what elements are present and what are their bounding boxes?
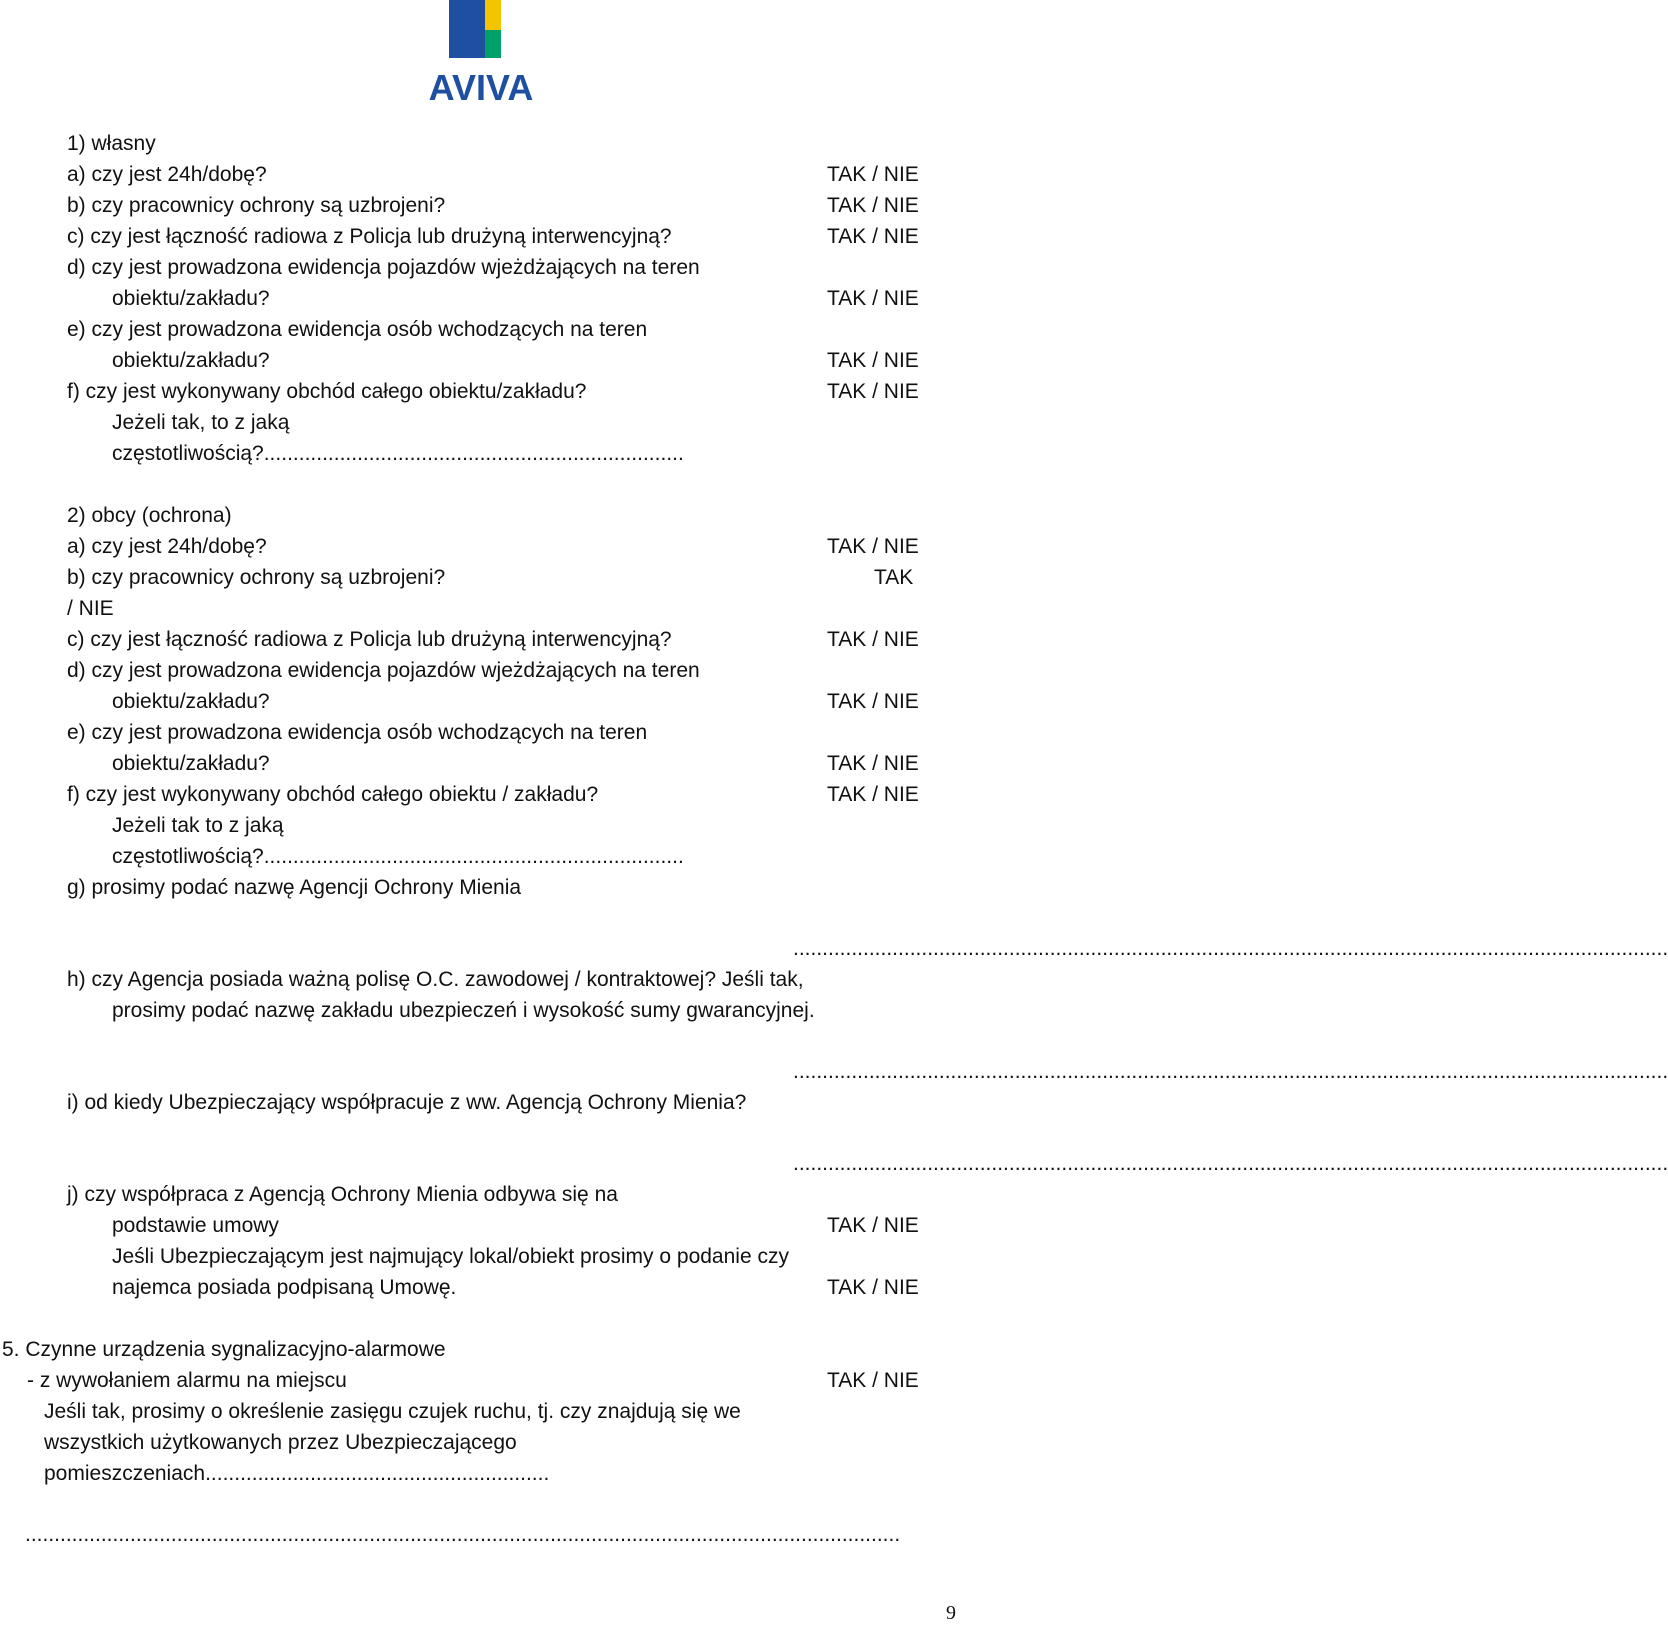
s2-g: g) prosimy podać nazwę Agencji Ochrony Mienia <box>67 876 522 899</box>
logo-green-block <box>485 30 501 58</box>
s5-alarm-answer[interactable]: TAK / NIE <box>827 1369 919 1392</box>
s2-b: b) czy pracownicy ochrony są uzbrojeni? <box>67 566 446 589</box>
s2-j-lease-answer[interactable]: TAK / NIE <box>827 1276 919 1299</box>
s2-h-line1: h) czy Agencja posiada ważną polisę O.C. zawodowej / kontraktowej? Jeśli tak, <box>67 968 804 991</box>
s2-i: i) od kiedy Ubezpieczający współpracuje z ww. Agencją Ochrony Mienia? <box>67 1091 747 1114</box>
s2-a-answer[interactable]: TAK / NIE <box>827 535 919 558</box>
s2-d-answer[interactable]: TAK / NIE <box>827 690 919 713</box>
s1-a-answer[interactable]: TAK / NIE <box>827 163 919 186</box>
logo-text: AVIVA <box>428 67 534 108</box>
s2-j-line3: Jeśli Ubezpieczającym jest najmujący lokal/obiekt prosimy o podanie czy <box>112 1245 789 1268</box>
s2-d-line2: obiektu/zakładu? <box>112 690 270 713</box>
s2-e-line2: obiektu/zakładu? <box>112 752 270 775</box>
s5-line2: Jeśli tak, prosimy o określenie zasięgu czujek ruchu, tj. czy znajdują się we <box>44 1400 741 1423</box>
s2-j-answer[interactable]: TAK / NIE <box>827 1214 919 1237</box>
s2-g-answer-field[interactable]: ...................................................................................................................................................... <box>793 937 1668 960</box>
s2-e-line1: e) czy jest prowadzona ewidencja osób wchodzących na teren <box>67 721 648 744</box>
s2-b-answer-tak[interactable]: TAK <box>874 566 914 589</box>
s1-c-answer[interactable]: TAK / NIE <box>827 225 919 248</box>
section5-title: 5. Czynne urządzenia sygnalizacyjno-alarmowe <box>2 1338 446 1361</box>
s1-d-line1: d) czy jest prowadzona ewidencja pojazdów wjeżdżających na teren <box>67 256 700 279</box>
s2-f-line1: f) czy jest wykonywany obchód całego obiektu / zakładu? <box>67 783 599 806</box>
logo-blue-block <box>449 0 485 58</box>
s5-rooms-field[interactable]: pomieszczeniach........................................................... <box>44 1462 550 1485</box>
s1-e-line1: e) czy jest prowadzona ewidencja osób wchodzących na teren <box>67 318 648 341</box>
page-number: 9 <box>946 1602 956 1624</box>
s2-c-answer[interactable]: TAK / NIE <box>827 628 919 651</box>
s1-b: b) czy pracownicy ochrony są uzbrojeni? <box>67 194 446 217</box>
s2-j-line2: podstawie umowy <box>112 1214 279 1237</box>
s1-e-answer[interactable]: TAK / NIE <box>827 349 919 372</box>
s2-f-answer[interactable]: TAK / NIE <box>827 783 919 806</box>
s1-a: a) czy jest 24h/dobę? <box>67 163 267 186</box>
s1-d-line2: obiektu/zakładu? <box>112 287 270 310</box>
s2-d-line1: d) czy jest prowadzona ewidencja pojazdów wjeżdżających na teren <box>67 659 700 682</box>
section1-title: 1) własny <box>67 132 156 155</box>
logo-yellow-block <box>485 0 501 30</box>
s2-j-line1: j) czy współpraca z Agencją Ochrony Mienia odbywa się na <box>67 1183 618 1206</box>
s1-b-answer[interactable]: TAK / NIE <box>827 194 919 217</box>
s1-c: c) czy jest łączność radiowa z Policja lub drużyną interwencyjną? <box>67 225 672 248</box>
s2-a: a) czy jest 24h/dobę? <box>67 535 267 558</box>
s1-f-line1: f) czy jest wykonywany obchód całego obiektu/zakładu? <box>67 380 587 403</box>
s2-j-line4: najemca posiada podpisaną Umowę. <box>112 1276 457 1299</box>
s5-answer-field[interactable]: ...................................................................................................................................................... <box>25 1523 901 1546</box>
s2-h-answer-field[interactable]: ...................................................................................................................................................... <box>793 1060 1668 1083</box>
s2-e-answer[interactable]: TAK / NIE <box>827 752 919 775</box>
s5-line3: wszystkich użytkowanych przez Ubezpieczającego <box>44 1431 517 1454</box>
aviva-logo <box>408 0 554 108</box>
s2-h-line2: prosimy podać nazwę zakładu ubezpieczeń i wysokość sumy gwarancyjnej. <box>112 999 815 1022</box>
s1-f-frequency-field[interactable]: częstotliwością?........................................................................ <box>112 442 684 465</box>
s1-e-line2: obiektu/zakładu? <box>112 349 270 372</box>
s2-b-answer-nie[interactable]: / NIE <box>67 597 114 620</box>
s2-f-line2: Jeżeli tak to z jaką <box>112 814 284 837</box>
s2-i-answer-field[interactable]: ...................................................................................................................................................... <box>793 1152 1668 1175</box>
section2-title: 2) obcy (ochrona) <box>67 504 232 527</box>
s1-d-answer[interactable]: TAK / NIE <box>827 287 919 310</box>
s1-f-answer[interactable]: TAK / NIE <box>827 380 919 403</box>
s2-f-frequency-field[interactable]: częstotliwością?........................................................................ <box>112 845 684 868</box>
s2-c: c) czy jest łączność radiowa z Policja lub drużyną interwencyjną? <box>67 628 672 651</box>
s1-f-line2: Jeżeli tak, to z jaką <box>112 411 290 434</box>
s5-line1: - z wywołaniem alarmu na miejscu <box>27 1369 347 1392</box>
